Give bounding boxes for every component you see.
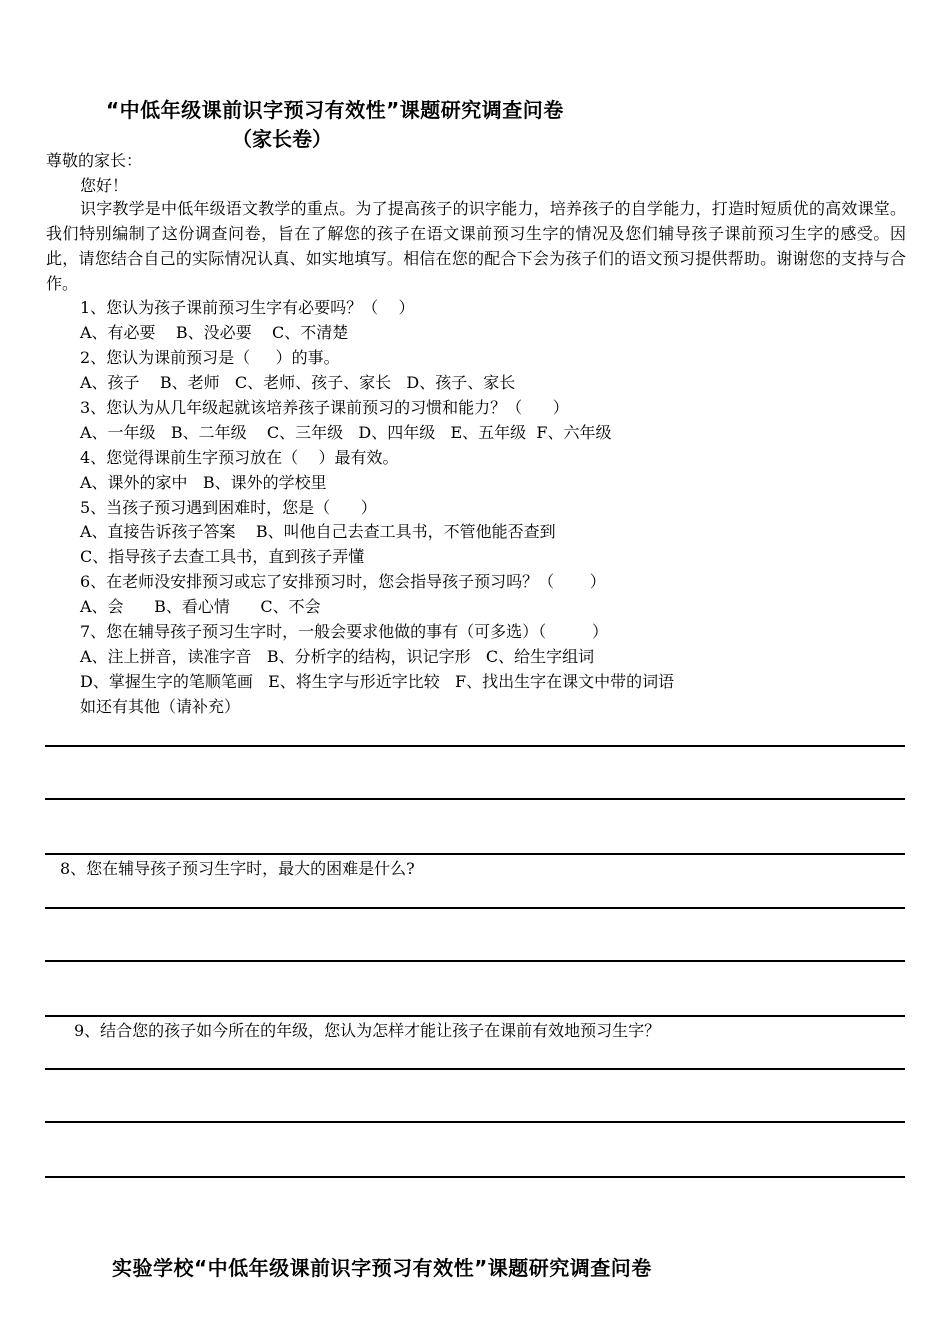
option-line: A、孩子 B、老师 C、老师、孩子、家长 D、孩子、家长 <box>80 373 516 392</box>
intro-paragraph: 识字教学是中低年级语文教学的重点。为了提高孩子的识字能力，培养孩子的自学能力，打造时短质优的高效课堂。我们特别编制了这份调查问卷，旨在了解您的孩子在语文课前预习生字的情况及您们辅导孩子课前预习生字的感受。因此，请您结合自己的实际情况认真、如实地填写。相信在您的配合下会为孩子们的语文预习提供帮助。谢谢您的支持与合作。 <box>46 199 906 293</box>
answer-line[interactable] <box>45 1121 905 1123</box>
page-subtitle: （家长卷） <box>232 127 332 151</box>
option-line: A、注上拼音，读准字音 B、分析字的结构，识记字形 C、给生字组词 <box>80 647 595 666</box>
option-line: A、直接告诉孩子答案 B、叫他自己去查工具书，不管他能否查到 <box>80 522 556 541</box>
supplement-prompt: 如还有其他（请补充） <box>80 697 241 716</box>
option-line: A、一年级 B、二年级 C、三年级 D、四年级 E、五年级 F、六年级 <box>80 423 612 442</box>
answer-line[interactable] <box>45 1068 905 1070</box>
option-line: A、会 B、看心情 C、不会 <box>80 597 321 616</box>
question-line: 5、当孩子预习遇到困难时，您是（ ） <box>80 498 377 517</box>
answer-line[interactable] <box>45 853 905 855</box>
question-line: 2、您认为课前预习是（ ）的事。 <box>80 348 340 367</box>
answer-line[interactable] <box>45 798 905 800</box>
question-line: 3、您认为从几年级起就该培养孩子课前预习的习惯和能力？（ ） <box>80 398 569 417</box>
question-9: 9、结合您的孩子如今所在的年级，您认为怎样才能让孩子在课前有效地预习生字？ <box>74 1021 661 1040</box>
salutation: 您好！ <box>80 176 129 195</box>
question-line: 1、您认为孩子课前预习生字有必要吗？（ ） <box>80 298 415 317</box>
answer-line[interactable] <box>45 745 905 747</box>
option-line: C、指导孩子去查工具书，直到孩子弄懂 <box>80 547 365 566</box>
page-title: “中低年级课前识字预习有效性”课题研究调查问卷 <box>106 98 564 122</box>
question-line: 7、您在辅导孩子预习生字时，一般会要求他做的事有（可多选）（ ） <box>80 622 608 641</box>
greeting: 尊敬的家长： <box>46 151 143 170</box>
option-line: A、课外的家中 B、课外的学校里 <box>80 473 327 492</box>
option-line: A、有必要 B、没必要 C、不清楚 <box>80 323 349 342</box>
question-8: 8、您在辅导孩子预习生字时，最大的困难是什么? <box>60 859 415 878</box>
question-line: 6、在老师没安排预习或忘了安排预习时，您会指导孩子预习吗？（ ） <box>80 572 606 591</box>
next-page-title: 实验学校“中低年级课前识字预习有效性”课题研究调查问卷 <box>112 1256 652 1280</box>
question-line: 4、您觉得课前生字预习放在（ ）最有效。 <box>80 448 399 467</box>
answer-line[interactable] <box>45 960 905 962</box>
answer-line[interactable] <box>45 907 905 909</box>
answer-line[interactable] <box>45 1176 905 1178</box>
option-line: D、掌握生字的笔顺笔画 E、将生字与形近字比较 F、找出生字在课文中带的词语 <box>80 672 675 691</box>
answer-line[interactable] <box>45 1015 905 1017</box>
